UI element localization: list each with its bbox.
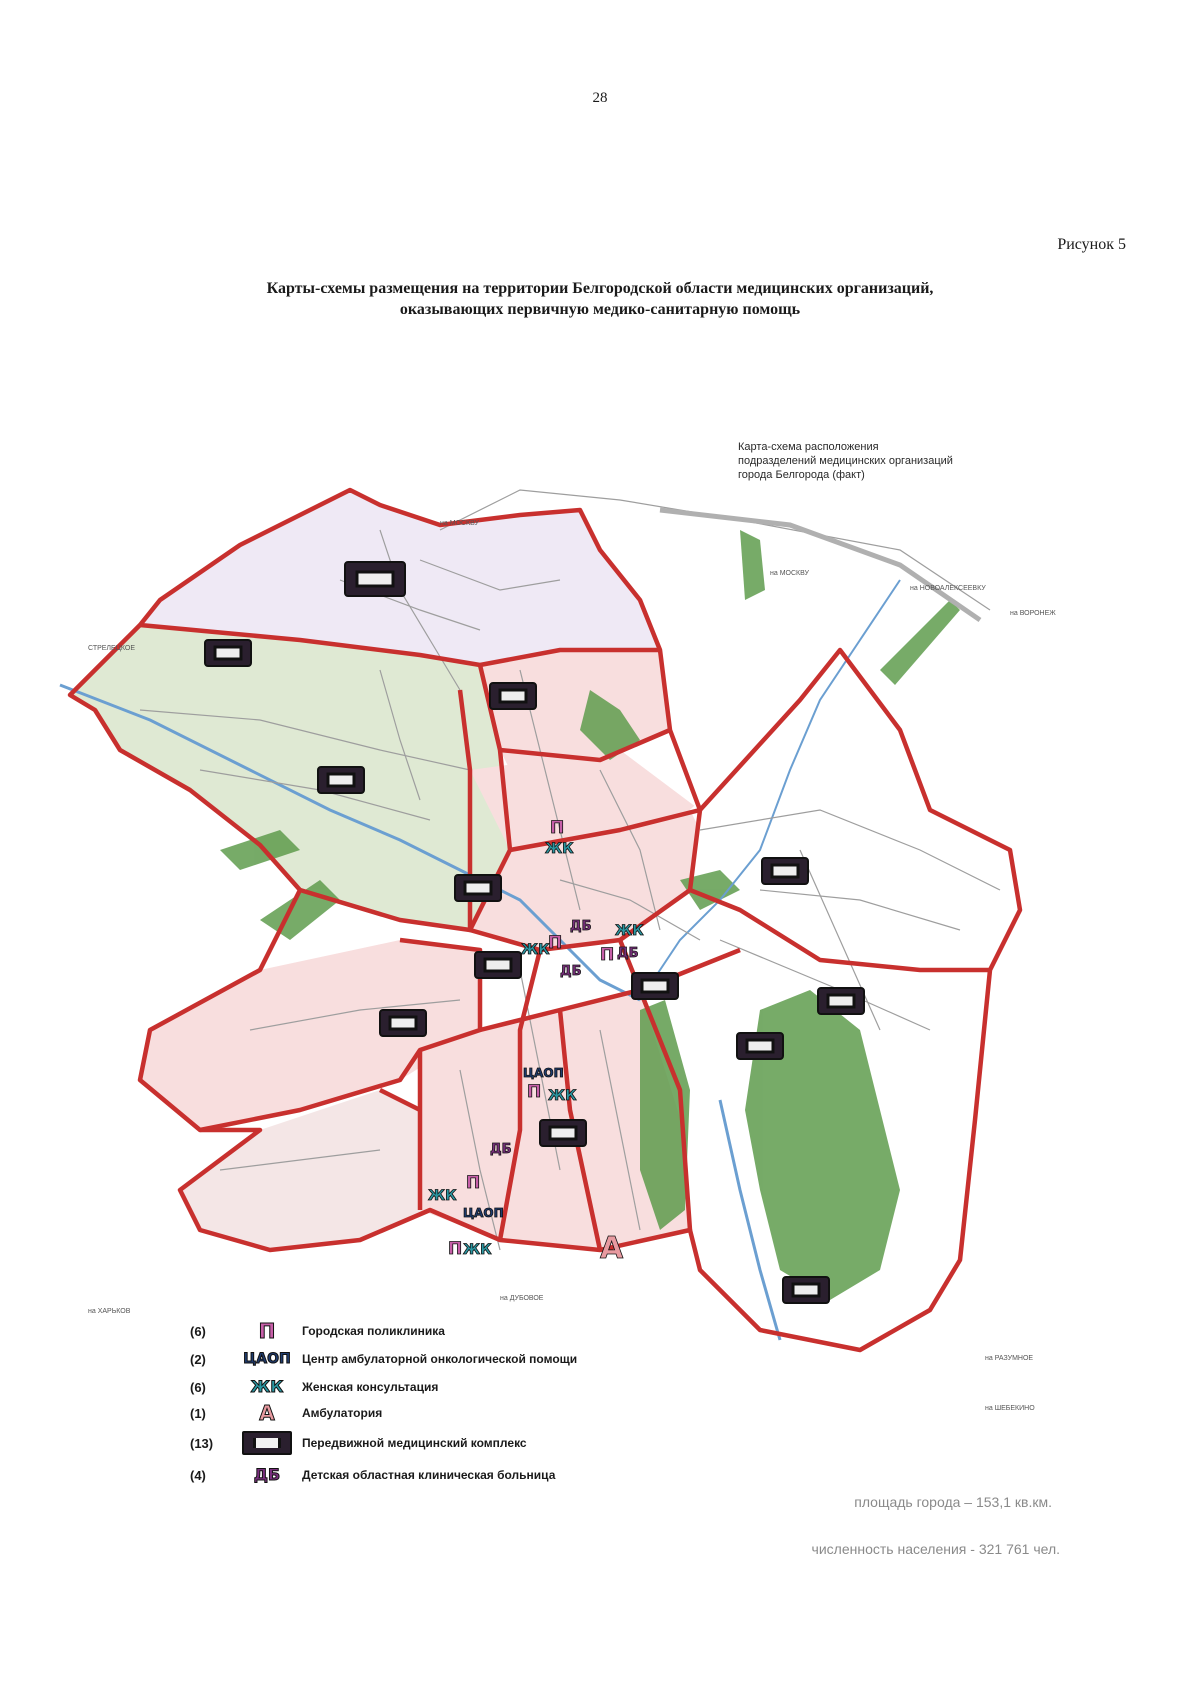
legend-item-polyclinic <box>190 1318 445 1344</box>
legend-count: (6) <box>190 1323 206 1339</box>
legend-count: (4) <box>190 1467 206 1483</box>
road-label: на МОСКВУ <box>770 570 809 577</box>
polyclinic-marker[interactable]: П <box>466 1173 481 1193</box>
legend-count: (13) <box>190 1435 214 1451</box>
legend-label: Передвижной медицинский комплекс <box>302 1436 527 1450</box>
oncology-symbol: ЦАОП <box>243 1351 291 1367</box>
road-label: на ХАРЬКОВ <box>88 1308 131 1315</box>
childrens-hospital-marker[interactable]: ДБ <box>490 1142 512 1157</box>
mobile-complex-marker[interactable] <box>205 640 251 666</box>
legend-count: (6) <box>190 1379 206 1395</box>
road-label: на НОВОАЛЕКСЕЕВКУ <box>910 585 986 592</box>
legend-count: (2) <box>190 1351 206 1367</box>
polyclinic-marker[interactable]: П <box>550 818 565 838</box>
population-stat: численность населения - 321 761 чел. <box>811 1541 1060 1557</box>
mobile-complex-marker[interactable] <box>783 1277 829 1303</box>
ambulatory-marker[interactable]: А <box>600 1231 624 1266</box>
legend-label: Амбулатория <box>302 1406 383 1420</box>
legend-label: Женская консультация <box>302 1380 439 1394</box>
title-line-2: оказывающих первичную медико-санитарную помощь <box>399 301 801 318</box>
map-caption-line: Карта-схема расположения <box>738 441 879 453</box>
womens-consultation-marker[interactable]: ЖК <box>428 1188 457 1204</box>
mobile-complex-marker[interactable] <box>475 952 521 978</box>
park-north-east <box>880 600 960 685</box>
mobile-complex-marker[interactable] <box>345 562 405 596</box>
legend-item-mobile-complex <box>190 1430 527 1456</box>
legend-label: Центр амбулаторной онкологической помощи <box>302 1352 578 1366</box>
womens-consultation-marker[interactable]: ЖК <box>615 923 644 939</box>
city-map[interactable] <box>0 470 1200 1490</box>
mobile-complex-marker[interactable] <box>818 988 864 1014</box>
road-label: СТРЕЛЕЦКОЕ <box>88 645 135 652</box>
railway <box>660 510 980 620</box>
title-line-1: Карты-схемы размещения на территории Белгородской области медицинских организаций, <box>266 280 934 297</box>
childrens-hospital-marker[interactable]: ДБ <box>617 946 639 961</box>
polyclinic-marker[interactable]: П <box>548 933 563 953</box>
legend-item-childrens-hospital <box>190 1462 555 1488</box>
park-north-2 <box>740 530 765 600</box>
document-title <box>0 278 1200 320</box>
area-stat: площадь города – 153,1 кв.км. <box>854 1494 1052 1510</box>
womens-consultation-marker[interactable]: ЖК <box>545 841 574 857</box>
mobile-complex-marker[interactable] <box>490 683 536 709</box>
mobile-complex-marker[interactable] <box>762 858 808 884</box>
childrens-hospital-marker[interactable]: ДБ <box>560 964 582 979</box>
womens-consultation-marker[interactable]: ЖК <box>548 1088 577 1104</box>
road-label: на ДУБОВОЕ <box>500 1295 544 1302</box>
womens-consultation-marker[interactable]: ЖК <box>463 1242 492 1258</box>
mobile-complex-marker[interactable] <box>540 1120 586 1146</box>
legend-label: Городская поликлиника <box>302 1324 445 1338</box>
childrens-hospital-symbol: ДБ <box>253 1465 281 1484</box>
mobile-complex-marker[interactable] <box>632 973 678 999</box>
mobile-complex-symbol <box>232 1431 302 1455</box>
mobile-complex-marker[interactable] <box>455 875 501 901</box>
map-caption-line: подразделений медицинских организаций <box>738 455 953 467</box>
map-caption-line: города Белгорода (факт) <box>738 469 865 481</box>
womens-consultation-marker[interactable]: ЖК <box>521 942 550 958</box>
figure-label: Рисунок 5 <box>1057 236 1126 253</box>
polyclinic-marker[interactable]: П <box>527 1082 542 1102</box>
district-west <box>70 625 510 930</box>
ambulatory-symbol: А <box>259 1401 275 1425</box>
polyclinic-marker[interactable]: П <box>448 1239 463 1259</box>
polyclinic-marker[interactable]: П <box>600 945 615 965</box>
mobile-complex-marker[interactable] <box>737 1033 783 1059</box>
district-east <box>690 650 1020 970</box>
legend-item-ambulatory <box>190 1400 382 1426</box>
polyclinic-symbol: П <box>258 1319 276 1343</box>
ambulatory-markers <box>600 1231 624 1266</box>
page-number: 28 <box>592 90 608 106</box>
road-label: на МОСКВУ <box>440 520 479 527</box>
childrens-hospital-marker[interactable]: ДБ <box>570 919 592 934</box>
legend-item-oncology <box>190 1346 577 1372</box>
mobile-complex-marker[interactable] <box>318 767 364 793</box>
road-label: на ШЕБЕКИНО <box>985 1405 1035 1412</box>
legend-count: (1) <box>190 1405 206 1421</box>
mobile-complex-marker[interactable] <box>380 1010 426 1036</box>
road-label: на ВОРОНЕЖ <box>1010 610 1056 617</box>
legend-item-womens <box>190 1374 438 1400</box>
road-label: на РАЗУМНОЕ <box>985 1355 1034 1362</box>
oncology-center-marker[interactable]: ЦАОП <box>463 1206 504 1220</box>
oncology-center-marker[interactable]: ЦАОП <box>523 1066 564 1080</box>
womens-consultation-symbol: ЖК <box>250 1377 284 1396</box>
legend-label: Детская областная клиническая больница <box>302 1468 556 1482</box>
